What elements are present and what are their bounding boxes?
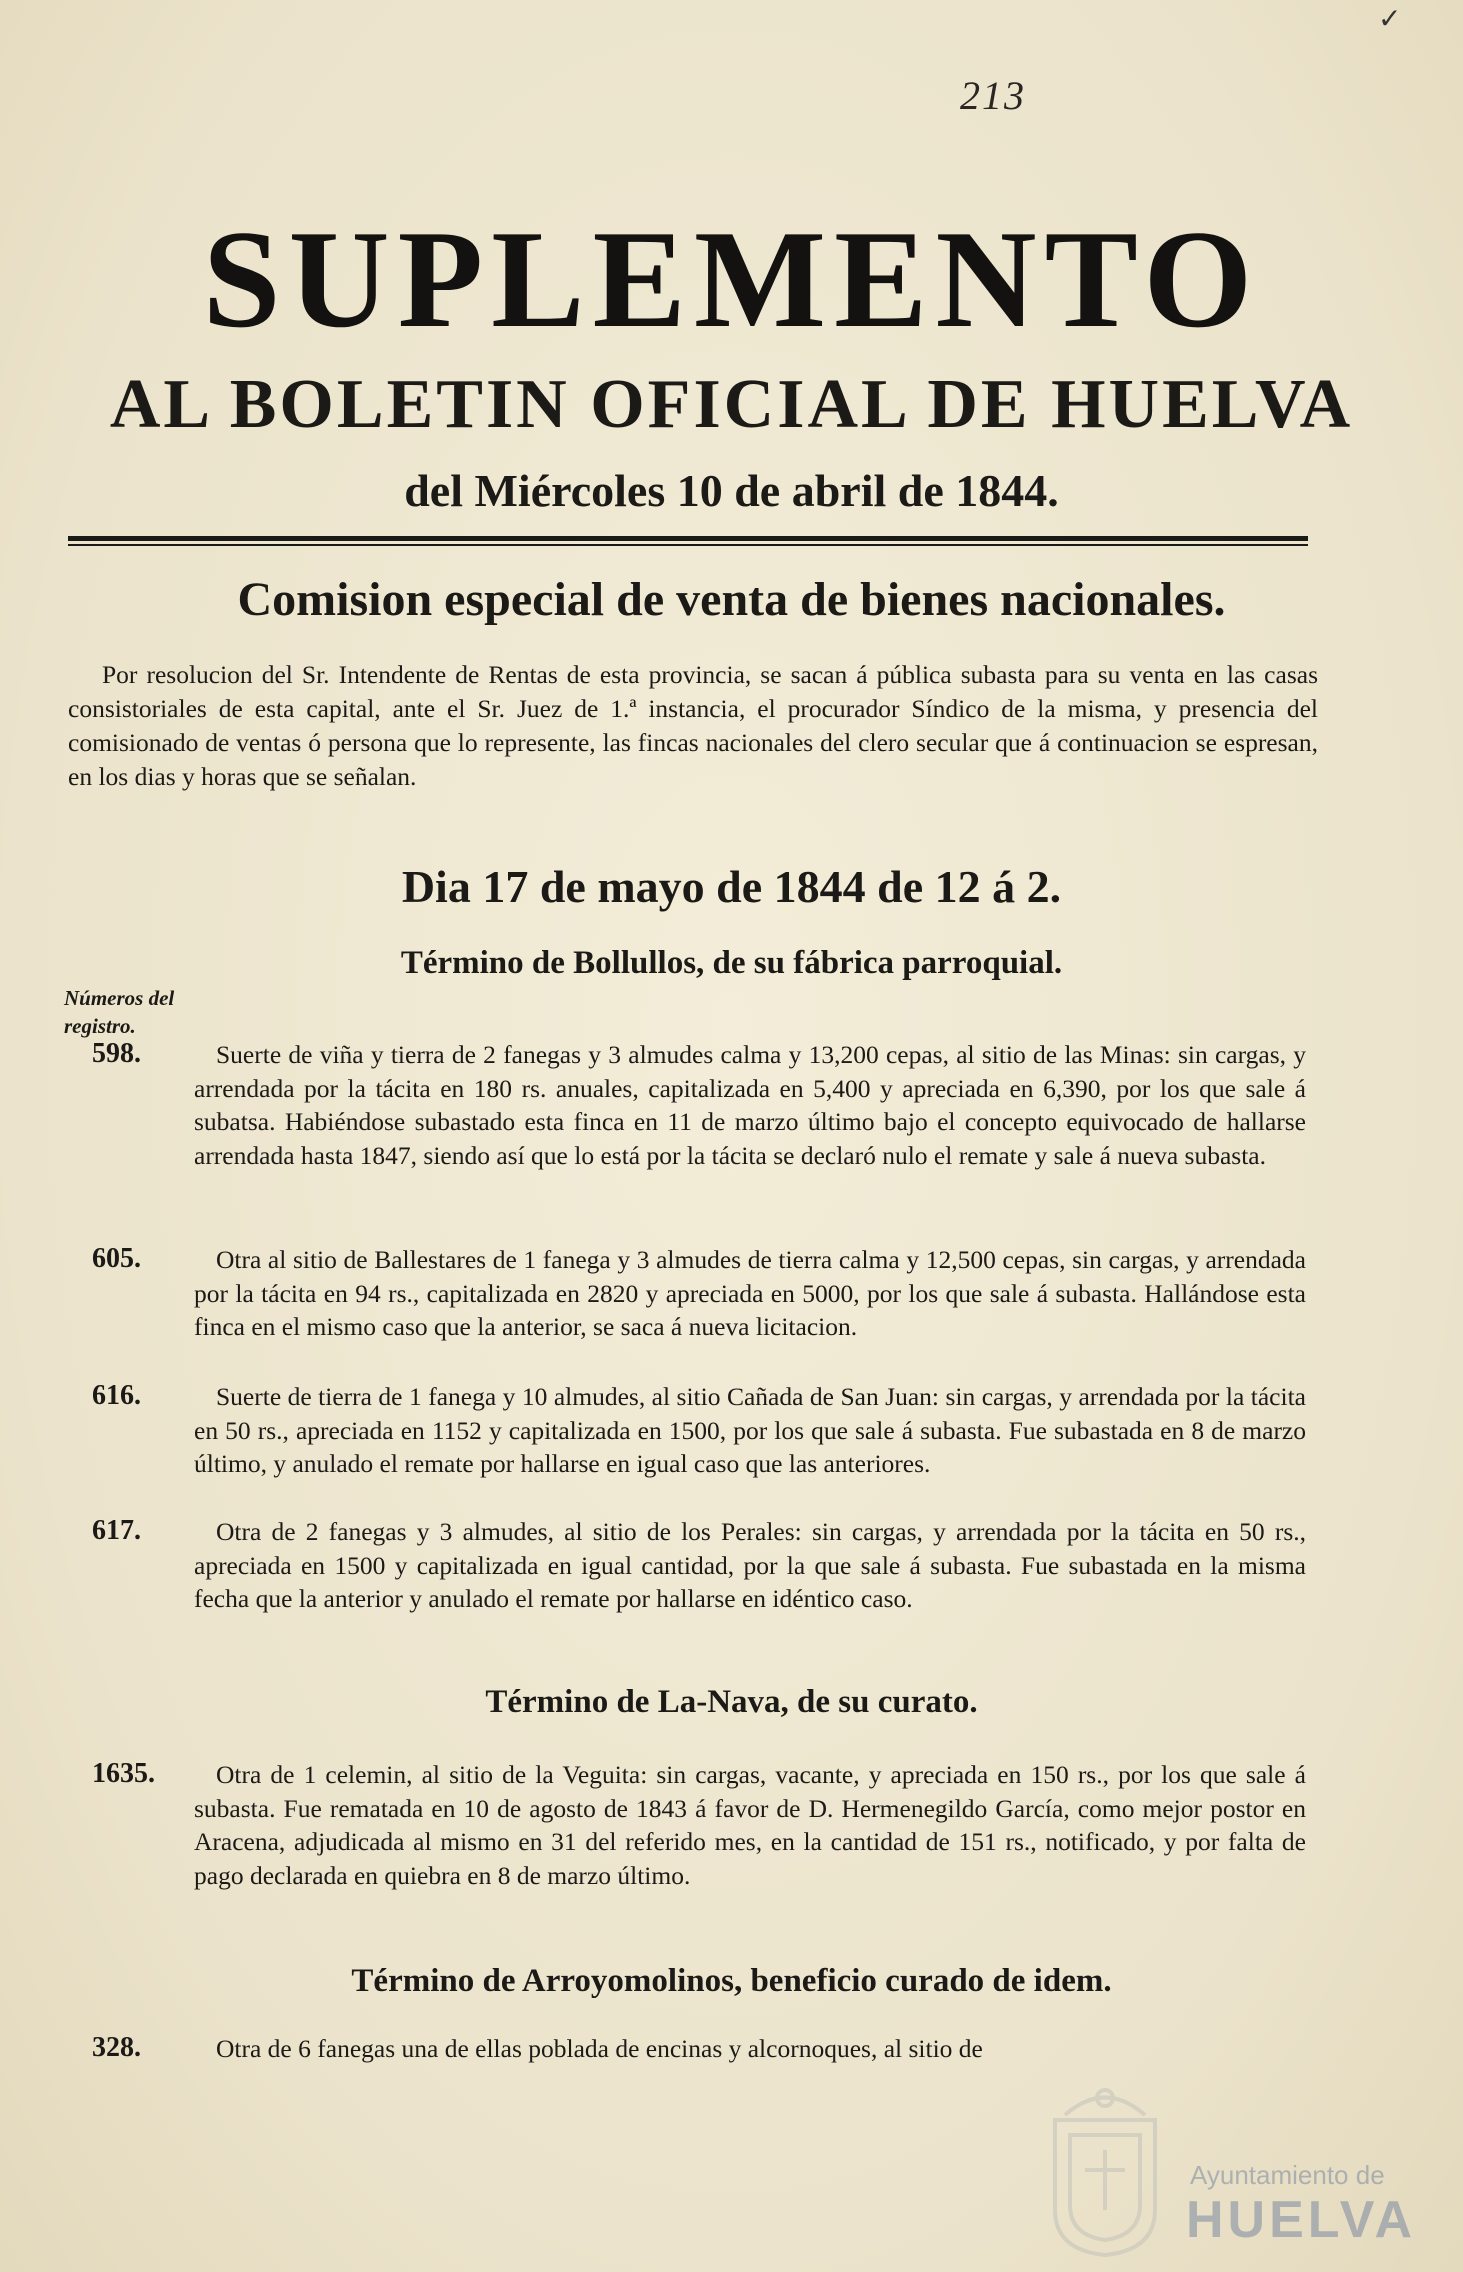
watermark-line-1: Ayuntamiento de: [1190, 2160, 1385, 2190]
term-heading-arroyomolinos: Término de Arroyomolinos, beneficio curado de idem.: [351, 1963, 1112, 1999]
registry-number: 605.: [92, 1243, 141, 1274]
auction-day-heading: Dia 17 de mayo de 1844 de 12 á 2.: [401, 861, 1062, 912]
registry-description: Suerte de tierra de 1 fanega y 10 almudes, al sitio Cañada de San Juan: sin cargas, y arrendada por la tácita en 50 rs., apreciada en 1152 y capitalizada en 1500, por los que sale á subasta. Fue subastada en 8 de marzo último, y anulado el remate por hallarse en igual caso que las anteriores.: [194, 1382, 1306, 1478]
masthead-title: SUPLEMENTO: [202, 202, 1261, 357]
masthead-date: del Miércoles 10 de abril de 1844.: [404, 465, 1059, 516]
intro-paragraph: Por resolucion del Sr. Intendente de Rentas de esta provincia, se sacan á pública subasta para su venta en las casas consistoriales de esta capital, ante el Sr. Juez de 1.ª instancia, el procurador Síndico de la misma, y presencia del comisionado de ventas ó persona que lo represente, las fincas nacionales del clero secular que á continuacion se espresan, en los dias y horas que se señalan.: [68, 660, 1318, 791]
registry-column-label: Números del registro.: [64, 986, 175, 1038]
corner-check-mark: ✓: [1378, 2, 1402, 35]
handwritten-page-number: 213: [960, 73, 1026, 118]
registry-number: 616.: [92, 1380, 141, 1411]
registry-description: Otra de 2 fanegas y 3 almudes, al sitio de los Perales: sin cargas, y arrendada por la tácita en 50 rs., apreciada en 1500 y capitalizada en igual cantidad, por la que sale á subasta. Fue subastada en la misma fecha que la anterior y anulado el remate por hallarse en idéntico caso.: [194, 1517, 1306, 1613]
registry-description: Otra al sitio de Ballestares de 1 fanega y 3 almudes de tierra calma y 12,500 cepas, sin cargas, y arrendada por la tácita en 94 rs., capitalizada en 2820 y apreciada en 5000, por los que sale á subasta. Hallándose esta finca en el mismo caso que la anterior, se saca á nueva licitacion.: [194, 1245, 1306, 1341]
registry-description: Otra de 6 fanegas una de ellas poblada de encinas y alcornoques, al sitio de: [216, 2034, 983, 2063]
term-heading-la-nava: Término de La-Nava, de su curato.: [485, 1684, 978, 1720]
registry-number: 1635.: [92, 1758, 155, 1789]
term-heading-bollullos: Término de Bollullos, de su fábrica parroquial.: [400, 945, 1063, 981]
registry-number: 328.: [92, 2032, 141, 2063]
registry-number: 598.: [92, 1038, 141, 1069]
commission-heading: Comision especial de venta de bienes nacionales.: [237, 573, 1226, 626]
divider-rule: [68, 536, 1308, 541]
divider-rule-thin: [68, 544, 1308, 546]
watermark-line-2: HUELVA: [1186, 2191, 1417, 2249]
registry-description: Otra de 1 celemin, al sitio de la Veguita: sin cargas, vacante, y apreciada en 150 rs., por los que sale á subasta. Fue rematada en 10 de agosto de 1843 á favor de D. Hermenegildo García, como mejor postor en Aracena, adjudicada al mismo en 31 del referido mes, en la cantidad de 151 rs., notificado, y por falta de pago declarada en quiebra en 8 de marzo último.: [194, 1760, 1306, 1890]
masthead: [0, 202, 1463, 517]
registry-number: 617.: [92, 1515, 141, 1546]
registry-description: Suerte de viña y tierra de 2 fanegas y 3 almudes calma y 13,200 cepas, al sitio de las Minas: sin cargas, y arrendada por la tácita en 180 rs. anuales, capitalizada en 5,400 y apreciada en 6,390, por los que sale á subatsa. Habiéndose subastado esta finca en 11 de marzo último bajo el concepto equivocado de hallarse arrendada hasta 1847, siendo así que lo está por la tácita se declaró nulo el remate y sale á nueva subasta.: [194, 1040, 1306, 1170]
masthead-subtitle: AL BOLETIN OFICIAL DE HUELVA: [109, 366, 1354, 443]
